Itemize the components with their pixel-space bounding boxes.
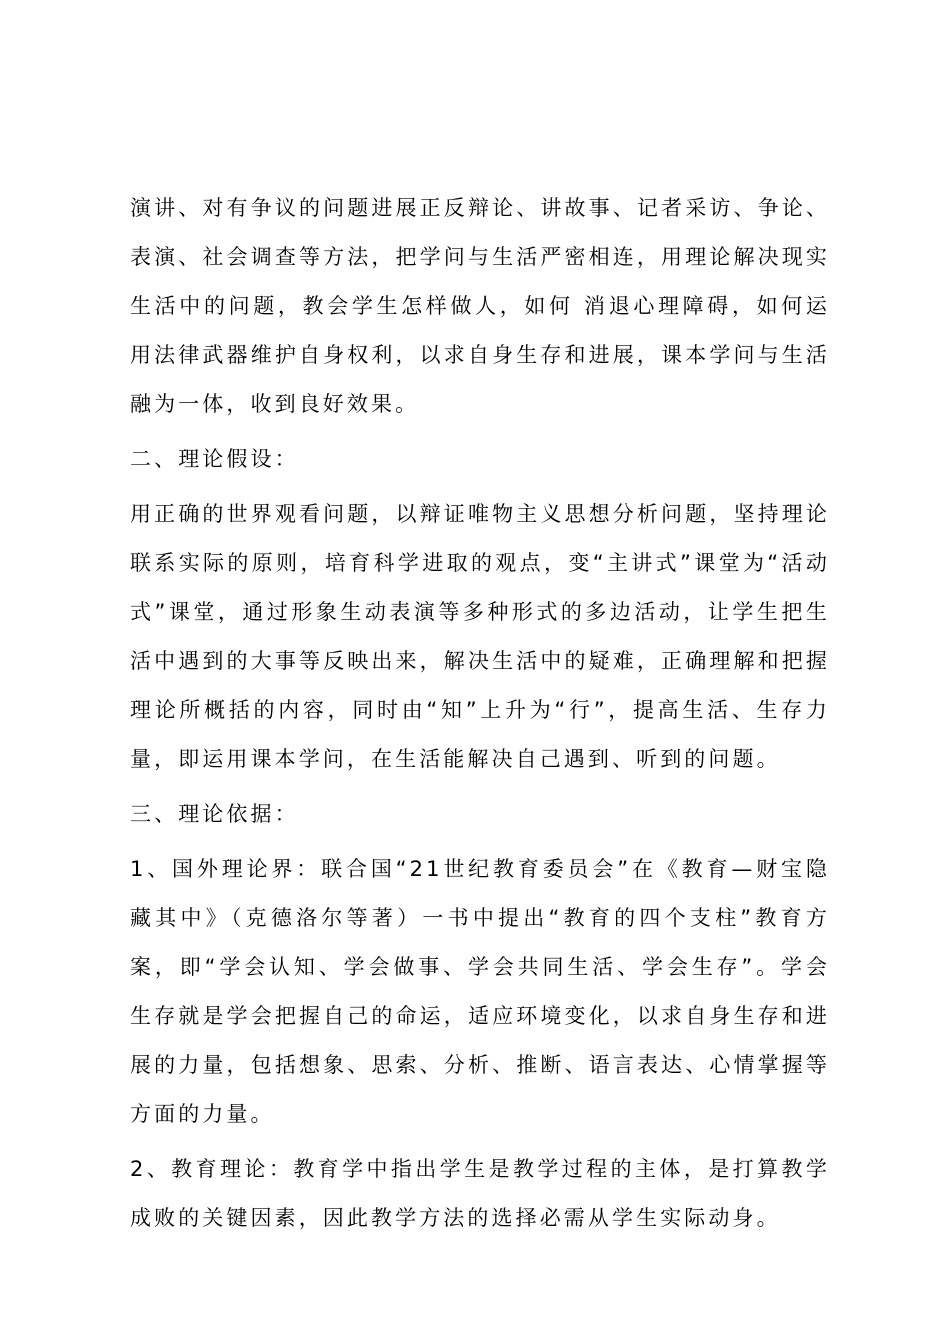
section-heading-hypothesis: 二、理论假设：: [130, 447, 299, 471]
paragraph-hypothesis: 用正确的世界观看问题，以辩证唯物主义思想分析问题，坚持理论联系实际的原则，培育科学进取的观点，变“主讲式”课堂为“活动式”课堂，通过形象生动表演等多种形式的多边活动，让学生把生活中遇到的大事等反映出来，解决生活中的疑难，正确理解和把握理论所概括的内容，同时由“知”上升为“行”，提高生活、生存力量，即运用课本学问，在生活能解决自己遇到、听到的问题。: [130, 502, 830, 771]
paragraph-education-theory: 2、教育理论：教育学中指出学生是教学过程的主体，是打算教学成败的关键因素，因此教学方法的选择必需从学生实际动身。: [130, 1157, 830, 1230]
document-body: [130, 184, 830, 1249]
paragraph-foreign-theory: 1、国外理论界：联合国“21世纪教育委员会”在《教育—财宝隐藏其中》（克德洛尔等著）一书中提出“教育的四个支柱”教育方案，即“学会认知、学会做事、学会共同生活、学会生存”。学会生存就是学会把握自己的命运，适应环境变化，以求自身生存和进展的力量，包括想象、思索、分析、推断、语言表达、心情掌握等方面的力量。: [130, 857, 830, 1126]
paragraph-methods: 演讲、对有争议的问题进展正反辩论、讲故事、记者采访、争论、表演、社会调查等方法，把学问与生活严密相连，用理论解决现实生活中的问题，教会学生怎样做人，如何 消退心理障碍，如何运用法律武器维护自身权利，以求自身生存和进展，课本学问与生活融为一体，收到良好效果。: [130, 196, 830, 416]
section-heading-basis: 三、理论依据：: [130, 802, 299, 826]
